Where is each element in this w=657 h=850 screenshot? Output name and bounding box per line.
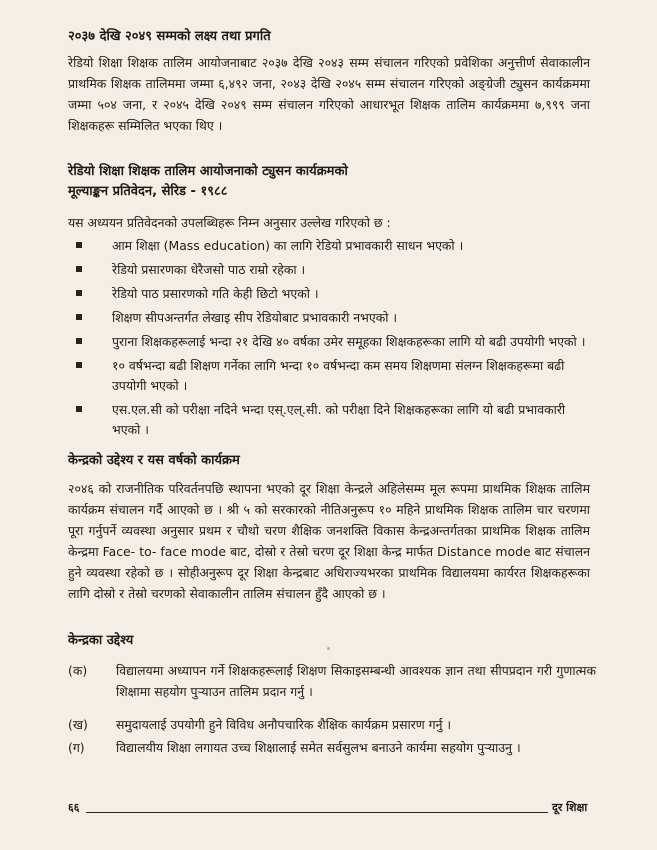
section-subheading-evaluation-report: मूल्याङ्कन प्रतिवेदन, सेरिड - १९८८ [68, 184, 228, 199]
footer-publication-title: दूर शिक्षा [552, 801, 588, 814]
paragraph-evaluation-intro: यस अध्ययन प्रतिवेदनको उपलब्धिहरू निम्न अनुसार उल्लेख गरिएको छ : [68, 215, 391, 230]
list-marker: (क) [68, 663, 88, 678]
footer-rule [86, 812, 548, 813]
page-number: ६६ [68, 801, 80, 814]
list-item: (ग) विद्यालयीय शिक्षा लगायत उच्च शिक्षालाई समेत सर्वसुलभ बनाउने कार्यमा सहयोग पुऱ्याउनु । [68, 737, 596, 758]
list-item: (ख) समुदायलाई उपयोगी हुने विविध अनौपचारिक शैक्षिक कार्यक्रम प्रसारण गर्नु । [68, 714, 596, 735]
objectives-list [68, 660, 596, 764]
list-marker: (ग) [68, 740, 85, 755]
bullet-square-icon [76, 242, 82, 248]
list-marker: (ख) [68, 717, 88, 732]
bullet-square-icon [76, 406, 82, 412]
list-item: १० वर्षभन्दा बढी शिक्षण गर्नेका लागि भन्दा १० वर्षभन्दा कम समय शिक्षणमा संलग्न शिक्षकहरूमा बढी उपयोगी भएको । [76, 356, 596, 396]
list-item: रेडियो प्रसारणका धेरैजसो पाठ राम्रो रहेका । [76, 260, 596, 280]
findings-list [76, 236, 596, 444]
section-heading-center-objectives-program: केन्द्रको उद्देश्य र यस वर्षको कार्यक्रम [68, 453, 240, 468]
bullet-square-icon [76, 266, 82, 272]
scan-speck [327, 647, 330, 650]
bullet-square-icon [76, 338, 82, 344]
list-item: एस.एल.सी को परीक्षा नदिने भन्दा एस्.एल्.सी. को परीक्षा दिने शिक्षकहरूका लागि यो बढी प्रभावकारी भएको । [76, 400, 596, 440]
bullet-square-icon [76, 290, 82, 296]
section-heading-evaluation: रेडियो शिक्षा शिक्षक तालिम आयोजनाको ट्युसन कार्यक्रमको [68, 164, 348, 179]
list-item: (क) विद्यालयमा अध्यापन गर्ने शिक्षकहरूलाई शिक्षण सिकाइसम्बन्धी आवश्यक ज्ञान तथा सीपप्रदान गरी गुणात्मक शिक्षामा सहयोग पुऱ्याउन तालिम प्रदान गर्नु । [68, 660, 596, 702]
list-item: आम शिक्षा (Mass education) का लागि रेडियो प्रभावकारी साधन भएको । [76, 236, 596, 256]
section-heading-center-objectives: केन्द्रका उद्देश्य [68, 633, 134, 648]
section-heading-targets: २०३७ देखि २०४९ सम्मको लक्ष्य तथा प्रगति [68, 29, 271, 44]
bullet-square-icon [76, 362, 82, 368]
list-item: रेडियो पाठ प्रसारणको गति केही छिटो भएको । [76, 284, 596, 304]
paragraph-targets-progress: रेडियो शिक्षा शिक्षक तालिम आयोजनाबाट २०३७ देखि २०४३ सम्म संचालन गरिएको प्रवेशिका अनुत्तीर्ण सेवाकालीन प्राथमिक शिक्षक तालिममा जम्मा ६,४९२ जना, २०४३ देखि २०४५ सम्म संचालन गरिएको अङ्ग्रेजी ट्युसन कार्यक्रममा जम्मा ५०४ जना, र २०४५ देखि २०४९ सम्म संचालन गरिएको आधारभूत शिक्षक तालिम कार्यक्रममा ७,९९९ जना शिक्षकहरू सम्मिलित भएका थिए । [68, 55, 590, 133]
bullet-square-icon [76, 314, 82, 320]
list-item: पुराना शिक्षकहरूलाई भन्दा २१ देखि ४० वर्षका उमेर समूहका शिक्षकहरूका लागि यो बढी उपयोगी भएको । [76, 332, 596, 352]
paragraph-center-program: २०४६ को राजनीतिक परिवर्तनपछि स्थापना भएको दूर शिक्षा केन्द्रले अहिलेसम्म मूल रूपमा प्राथमिक शिक्षक तालिम कार्यक्रम संचालन गर्दै आएको छ । श्री ५ को सरकारको नीतिअनुरूप १० महिने प्राथमिक शिक्षक तालिम चार चरणमा पूरा गर्नुपर्ने व्यवस्था अनुसार प्रथम र चौथो चरण शैक्षिक जनशक्ति विकास केन्द्रअन्तर्गतका प्राथमिक शिक्षक तालिम केन्द्रमा Face- to- face mode बाट, दोस्रो र तेस्रो चरण दूर शिक्षा केन्द्र मार्फत Distance mode बाट संचालन हुने व्यवस्था रहेको छ । सोहीअनुरूप दूर शिक्षा केन्द्रबाट अधिराज्यभरका प्राथमिक विद्यालयमा कार्यरत शिक्षकहरूका लागि दोस्रो र तेस्रो चरणको सेवाकालीन तालिम संचालन हुँदै आएको छ । [68, 481, 590, 601]
list-item: शिक्षण सीपअन्तर्गत लेखाइ सीप रेडियोबाट प्रभावकारी नभएको । [76, 308, 596, 328]
